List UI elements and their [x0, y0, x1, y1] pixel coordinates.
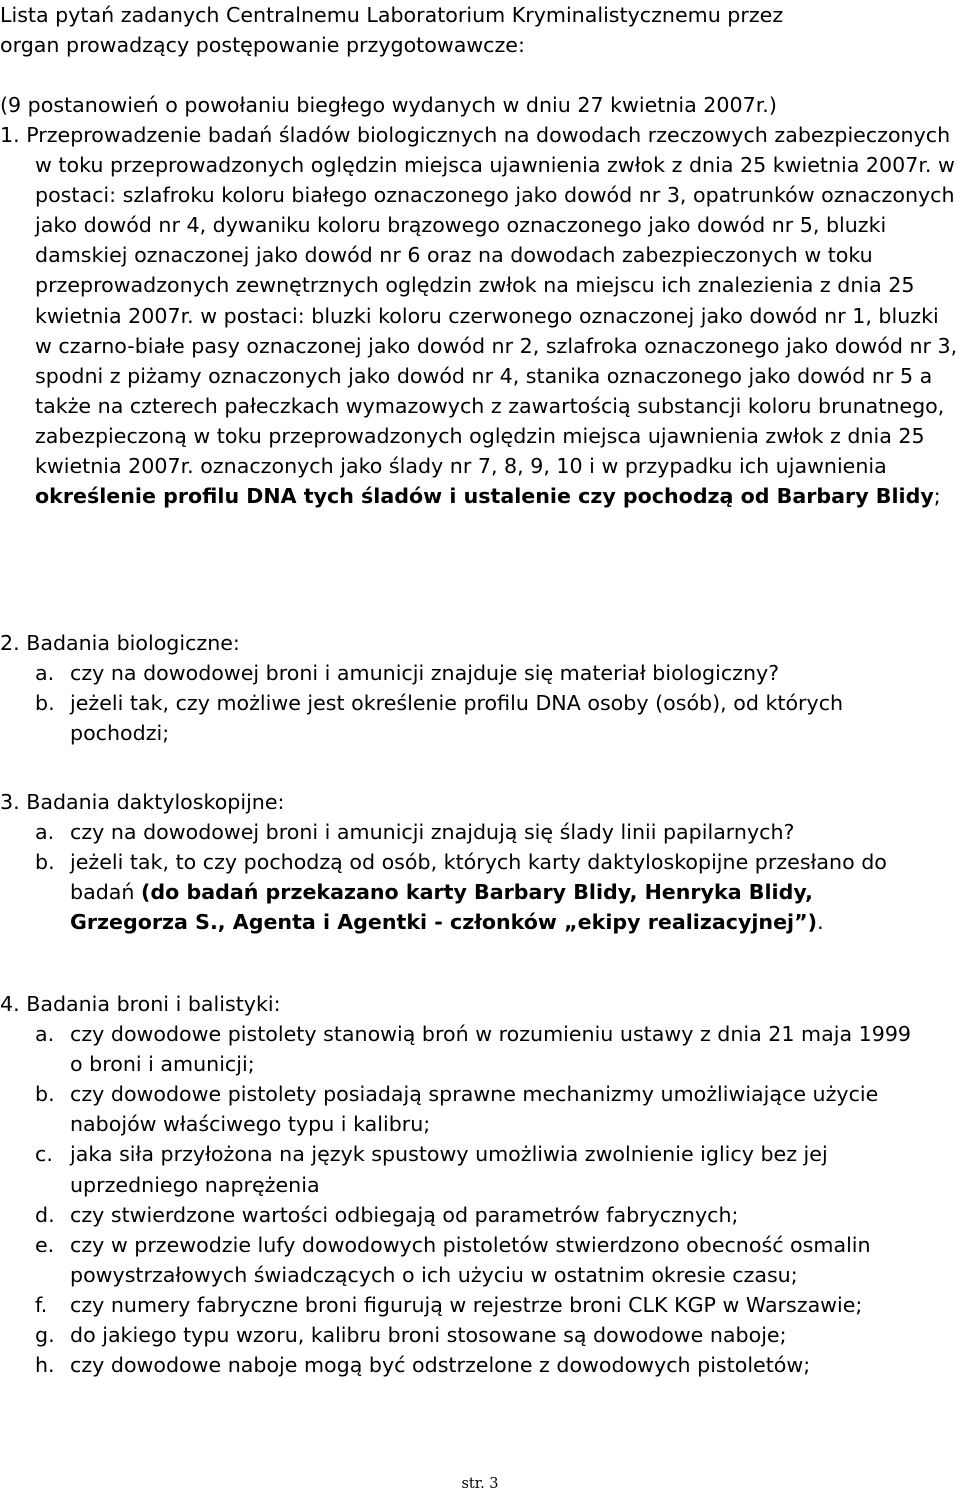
section-3-heading: 3. Badania daktyloskopijne:: [0, 790, 285, 814]
list-item-text: jaka siła przyłożona na język spustowy umożliwia zwolnienie iglicy bez jej uprzedniego naprężenia: [70, 1142, 828, 1197]
intro-line-2: organ prowadzący postępowanie przygotowawcze:: [0, 33, 525, 58]
list-item-marker: f.: [35, 1292, 48, 1317]
list-item: [0, 1019, 960, 1079]
section-1-text: Przeprowadzenie badań śladów biologicznych na dowodach rzeczowych zabezpieczonych w toku przeprowadzonych oględzin miejsca ujawnienia zwłok z dnia 25 kwietnia 2007r. w postaci: szlafroku koloru białego oznaczonego jako dowód nr 3, opatrunków oznaczonych jako dowód nr 4, dywaniku koloru brązowego oznaczonego jako dowód nr 5, bluzki damskiej oznaczonej jako dowód nr 6 oraz na dowodach zabezpieczonych w toku przeprowadzonych zewnętrznych oględzin zwłok na miejscu ich znalezienia z dnia 25 kwietnia 2007r. w postaci: bluzki koloru czerwonego oznaczonej jako dowód nr 1, bluzki w czarno-białe pasy oznaczonej jako dowód nr 2, szlafroka oznaczonego jako dowód nr 3, spodni z piżamy oznaczonych jako dowód nr 4, stanika oznaczonego jako dowód nr 5 a także na czterech pałeczkach wymazowych z zawartością substancji koloru brunatnego, zabezpieczoną w toku przeprowadzonych oględzin miejsca ujawnienia zwłok z dnia 25 kwietnia 2007r. oznaczonych jako ślady nr 7, 8, 9, 10 i w przypadku ich ujawnienia: [26, 123, 958, 479]
list-item-text: czy w przewodzie lufy dowodowych pistoletów stwierdzono obecność osmalin powystrzałowych świadczących o ich użyciu w ostatnim okresie czasu;: [70, 1232, 871, 1287]
list-item: [0, 1079, 960, 1139]
list-item-marker: b.: [35, 850, 55, 875]
section-1-paragraph: [0, 120, 960, 511]
list-item-text: czy stwierdzone wartości odbiegają od parametrów fabrycznych;: [70, 1202, 739, 1227]
section-1-number: 1.: [0, 123, 20, 147]
intro-line-3: (9 postanowień o powołaniu biegłego wydanych w dniu 27 kwietnia 2007r.): [0, 93, 777, 118]
section-1-bold-text: określenie profilu DNA tych śladów i ustalenie czy pochodzą od Barbary Blidy: [35, 484, 934, 509]
list-item-text: czy na dowodowej broni i amunicji znajduje się materiał biologiczny?: [70, 661, 780, 686]
section-2-heading: 2. Badania biologiczne:: [0, 631, 240, 655]
list-item-marker: d.: [35, 1202, 55, 1227]
list-item-text: czy dowodowe pistolety stanowią broń w rozumieniu ustawy z dnia 21 maja 1999 o broni i amunicji;: [70, 1022, 912, 1077]
list-item: [0, 847, 960, 937]
section-1-end: ;: [933, 484, 941, 509]
list-item-marker: b.: [35, 1082, 55, 1107]
section-4: [0, 989, 960, 1380]
list-item-marker: g.: [35, 1323, 55, 1348]
list-item: [0, 1320, 960, 1350]
list-item-text: czy dowodowe pistolety posiadają sprawne mechanizmy umożliwiające użycie nabojów właściwego typu i kalibru;: [70, 1082, 879, 1137]
list-item-marker: a.: [35, 661, 55, 686]
intro-line-1: Lista pytań zadanych Centralnemu Laboratorium Kryminalistycznemu przez: [0, 3, 784, 27]
list-item-text: czy na dowodowej broni i amunicji znajdują się ślady linii papilarnych?: [70, 820, 795, 845]
section-4-heading: 4. Badania broni i balistyki:: [0, 992, 281, 1016]
section-2: [0, 628, 960, 748]
list-item: [0, 658, 960, 688]
list-item-marker: h.: [35, 1353, 55, 1378]
list-item: [0, 1200, 960, 1230]
list-item: [0, 1230, 960, 1290]
list-item-text: [70, 847, 960, 937]
section-1: [0, 120, 960, 511]
list-item-marker: e.: [35, 1232, 55, 1257]
list-item-marker: a.: [35, 820, 55, 845]
list-item: [0, 1139, 960, 1199]
list-item-text: jeżeli tak, czy możliwe jest określenie profilu DNA osoby (osób), od których pochodzi;: [70, 691, 844, 746]
list-item-text: czy dowodowe naboje mogą być odstrzelone z dowodowych pistoletów;: [70, 1353, 811, 1378]
list-item-text-end: .: [817, 910, 824, 935]
list-item-text-plain: jeżeli tak, to czy pochodzą od osób, których karty daktyloskopijne przesłano do badań: [70, 850, 887, 905]
list-item: [0, 1290, 960, 1320]
list-item-marker: c.: [35, 1142, 53, 1167]
list-item-text: do jakiego typu wzoru, kalibru broni stosowane są dowodowe naboje;: [70, 1323, 787, 1348]
list-item: [0, 817, 960, 847]
section-3: [0, 787, 960, 937]
list-item: [0, 688, 960, 748]
list-item-marker: b.: [35, 691, 55, 716]
list-item-marker: a.: [35, 1022, 55, 1047]
list-item-text-bold: (do badań przekazano karty Barbary Blidy, Henryka Blidy, Grzegorza S., Agenta i Agentki - członków „ekipy realizacyjnej”): [70, 880, 818, 935]
page-number: str. 3: [461, 1476, 499, 1492]
list-item: [0, 1350, 960, 1380]
intro-block: [0, 0, 960, 120]
list-item-text: czy numery fabryczne broni figurują w rejestrze broni CLK KGP w Warszawie;: [70, 1292, 863, 1317]
